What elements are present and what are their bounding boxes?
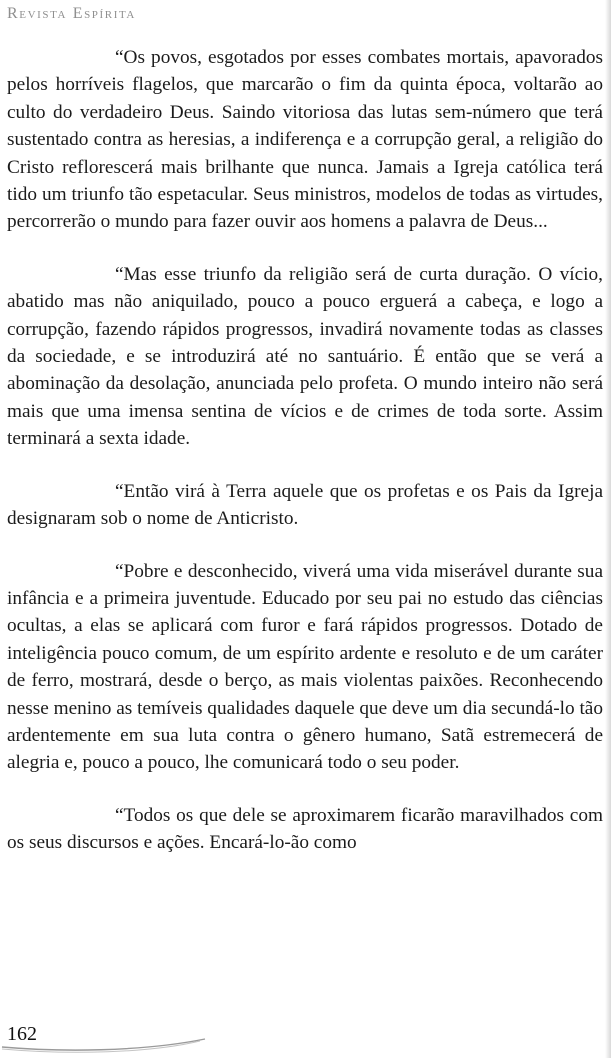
running-head: Revista Espírita (7, 5, 136, 22)
paragraph-1: “Os povos, esgotados por esses combates mortais, apavorados pelos horríveis flagelos, que marcarão o fim da quinta época, voltarão ao culto do verdadeiro Deus. Saindo vitoriosa das lutas sem-número que terá sustentado contra as heresias, a indiferença e a corrupção geral, a religião do Cristo reflorescerá mais brilhante que nunca. Jamais a Igreja católica terá tido um triunfo tão espetacular. Seus ministros, modelos de todas as virtudes, percorrerão o mundo para fazer ouvir aos homens a palavra de Deus... (7, 47, 603, 233)
paragraph-5: “Todos os que dele se aproximarem ficarão maravilhados com os seus discursos e ações. Encará-lo-ão como (7, 804, 603, 854)
paragraph-3: “Então virá à Terra aquele que os profetas e os Pais da Igreja designaram sob o nome de Anticristo. (7, 480, 603, 530)
paragraph-4: “Pobre e desconhecido, viverá uma vida miserável durante sua infância e a primeira juventude. Educado por seu pai no estudo das ciências ocultas, a elas se aplicará com furor e fará rápidos progressos. Dotado de inteligência pouco comum, de um espírito ardente e resoluto e de um caráter de ferro, mostrará, desde o berço, as mais violentas paixões. Reconhecendo nesse menino as temíveis qualidades daquele que deve um dia secundá-lo tão ardentemente em sua luta contra o gênero humano, Satã estremecerá de alegria e, pouco a pouco, lhe comunicará todo o seu poder. (7, 560, 603, 774)
page-number: 162 (7, 1023, 37, 1045)
page-edge-shadow (605, 0, 611, 1058)
page-body (7, 44, 603, 882)
paragraph-2: “Mas esse triunfo da religião será de curta duração. O vício, abatido mas não aniquilado, pouco a pouco erguerá a cabeça, e logo a corrupção, fazendo rápidos progressos, invadirá novamente todas as classes da sociedade, e se introduzirá até no santuário. É então que se verá a abominação da desolação, anunciada pelo profeta. O mundo inteiro não será mais que uma imensa sentina de vícios e de crimes de toda sorte. Assim terminará a sexta idade. (7, 263, 603, 450)
